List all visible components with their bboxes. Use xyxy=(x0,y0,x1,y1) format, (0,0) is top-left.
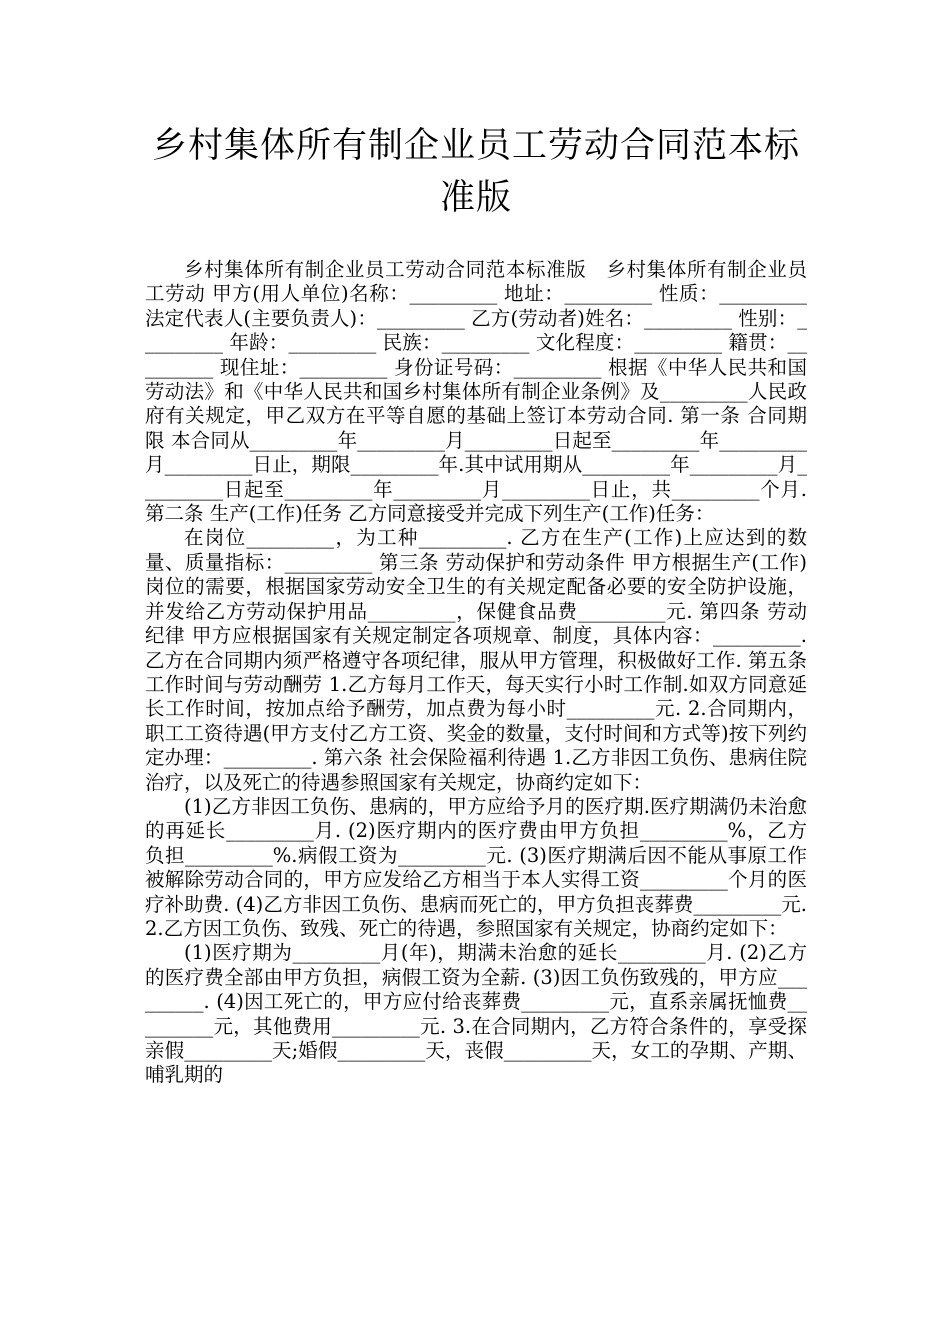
body-paragraph-4: (1)医疗期为_________月(年)，期满未治愈的延长_________月. (2)乙方的医疗费全部由甲方负担，病假工资为全薪. (3)因工负伤致残的，甲方应_________. (4)因工死亡的，甲方应付给丧葬费_________元，直系亲属抚恤费_________元，其他费用_________元. 3.在合同期内，乙方符合条件的，享受探亲假_________天;婚假_________天，丧假_________天，女工的孕期、产期、哺乳期的 xyxy=(145,941,807,1087)
document-page xyxy=(145,120,807,1088)
document-title: 乡村集体所有制企业员工劳动合同范本标准版 xyxy=(151,126,800,218)
body-paragraph-1: 乡村集体所有制企业员工劳动合同范本标准版 乡村集体所有制企业员工劳动 甲方(用人单位)名称：_________ 地址：_________ 性质：_________ 法定代表人(主要负责人)：_________ 乙方(劳动者)姓名：_________ 性别：_________ 年龄：_________ 民族：_________ 文化程度：_________ 籍贯：_________ 现住址：_________ 身份证号码：_________ 根据《中华人民共和国劳动法》和《中华人民共和国乡村集体所有制企业条例》及_________人民政府有关规定，甲乙双方在平等自愿的基础上签订本劳动合同. 第一条 合同期限 本合同从_________年_________月_________日起至_________年_________月_________日止，期限_________年.其中试用期从_________年_________月_________日起至_________年_________月_________日止，共_________个月. 第二条 生产(工作)任务 乙方同意接受并完成下列生产(工作)任务： xyxy=(145,258,807,526)
body-paragraph-3: (1)乙方非因工负伤、患病的，甲方应给予月的医疗期.医疗期满仍未治愈的再延长_________月. (2)医疗期内的医疗费由甲方负担_________%，乙方负担_________%.病假工资为_________元. (3)医疗期满后因不能从事原工作被解除劳动合同的，甲方应发给乙方相当于本人实得工资_________个月的医疗补助费. (4)乙方非因工负伤、患病而死亡的，甲方负担丧葬费_________元. 2.乙方因工负伤、致残、死亡的待遇，参照国家有关规定，协商约定如下： xyxy=(145,794,807,940)
body-paragraph-2: 在岗位_________，为工种_________. 乙方在生产(工作)上应达到的数量、质量指标：_________ 第三条 劳动保护和劳动条件 甲方根据生产(工作)岗位的需要，根据国家劳动安全卫生的有关规定配备必要的安全防护设施，并发给乙方劳动保护用品_________，保健食品费_________元. 第四条 劳动纪律 甲方应根据国家有关规定制定各项规章、制度，具体内容：_________. 乙方在合同期内须严格遵守各项纪律，服从甲方管理，积极做好工作. 第五条 工作时间与劳动酬劳 1.乙方每月工作天，每天实行小时工作制.如双方同意延长工作时间，按加点给予酬劳，加点费为每小时_________元. 2.合同期内，职工工资待遇(甲方支付乙方工资、奖金的数量，支付时间和方式等)按下列约定办理：_________. 第六条 社会保险福利待遇 1.乙方非因工负伤、患病住院治疗，以及死亡的待遇参照国家有关规定，协商约定如下： xyxy=(145,526,807,794)
